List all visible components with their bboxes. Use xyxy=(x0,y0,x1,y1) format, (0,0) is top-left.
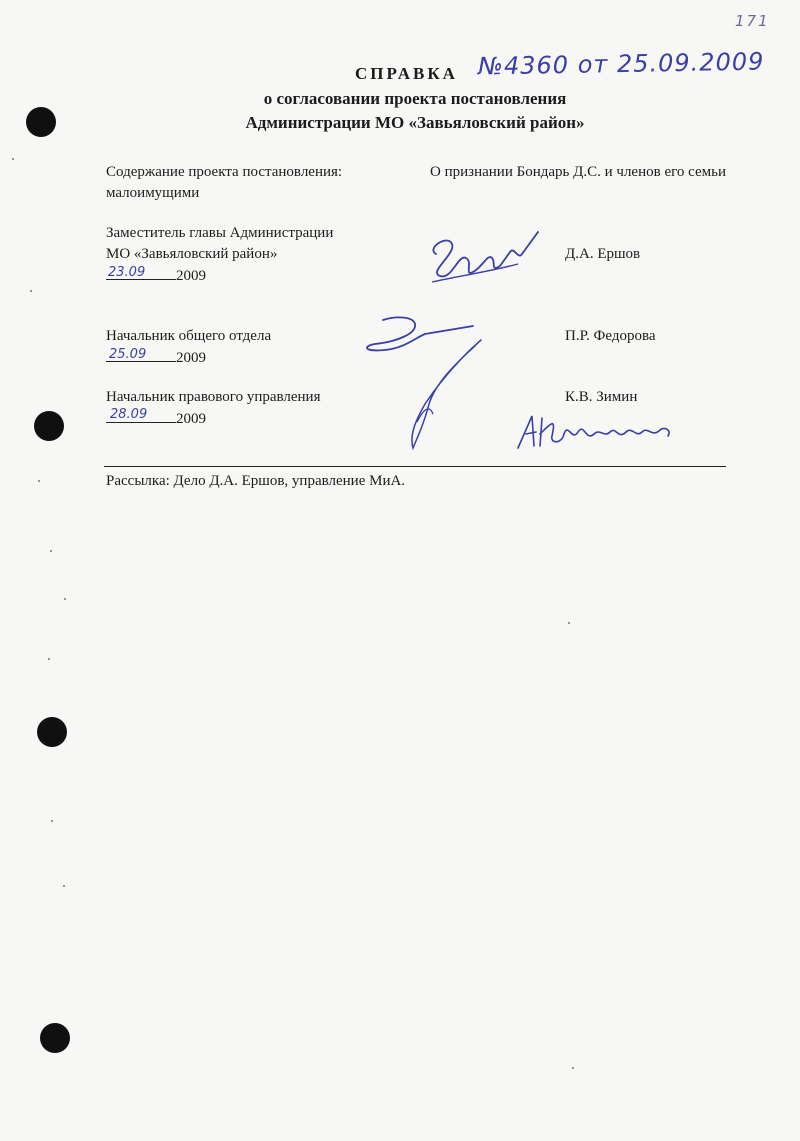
punch-hole xyxy=(40,1023,70,1053)
approval-block-general-dept xyxy=(106,326,271,369)
handwritten-date: 25.09 xyxy=(109,347,147,362)
paper-speck xyxy=(64,598,66,600)
signature-zimin xyxy=(395,334,495,454)
draft-content-text: О признании Бондарь Д.С. и членов его семьи xyxy=(430,164,726,180)
approver-name: К.В. Зимин xyxy=(565,389,638,405)
approval-date-line xyxy=(106,265,333,287)
punch-hole xyxy=(34,411,64,441)
approver-name: П.Р. Федорова xyxy=(565,328,656,344)
approver-position: Начальник правового управления xyxy=(106,389,321,405)
draft-content-text-cont: малоимущими xyxy=(106,185,200,201)
signature-ershov xyxy=(418,224,548,294)
paper-speck xyxy=(48,658,50,660)
handwritten-date: 23.09 xyxy=(108,265,146,280)
page-number: 171 xyxy=(735,12,770,30)
approver-name: Д.А. Ершов xyxy=(565,246,641,262)
approval-block-legal-dept xyxy=(106,387,320,430)
approver-position-cont: МО «Завьяловский район» xyxy=(106,246,278,262)
draft-content xyxy=(106,162,726,204)
handwritten-date: 28.09 xyxy=(110,407,148,422)
title-subtitle-2: Администрации МО «Завьяловский район» xyxy=(245,113,585,132)
paper-speck xyxy=(50,550,52,552)
draft-content-label: Содержание проекта постановления: xyxy=(106,164,343,180)
approval-date-line xyxy=(106,347,271,369)
approval-year: 2009 xyxy=(176,350,206,366)
paper-speck xyxy=(568,622,570,624)
approval-year: 2009 xyxy=(176,411,206,427)
distribution-list: Рассылка: Дело Д.А. Ершов, управление МиА. xyxy=(106,473,406,489)
approval-date-line xyxy=(106,408,320,430)
punch-hole xyxy=(37,717,67,747)
paper-speck xyxy=(63,885,65,887)
title-subtitle-1: о согласовании проекта постановления xyxy=(263,89,567,108)
divider-line xyxy=(104,466,726,467)
approver-position: Заместитель главы Администрации xyxy=(106,225,334,241)
paper-speck xyxy=(38,480,40,482)
approval-block-deputy-head xyxy=(106,223,333,287)
signature-additional-approver xyxy=(512,408,682,458)
approval-year: 2009 xyxy=(176,268,206,284)
paper-speck xyxy=(12,158,14,160)
document-title: СПРАВКА xyxy=(355,64,458,83)
paper-speck xyxy=(30,290,32,292)
paper-speck xyxy=(572,1067,574,1069)
approver-position: Начальник общего отдела xyxy=(106,328,272,344)
handwritten-registration-number: №4360 от 25.09.2009 xyxy=(477,47,765,81)
paper-speck xyxy=(51,820,53,822)
